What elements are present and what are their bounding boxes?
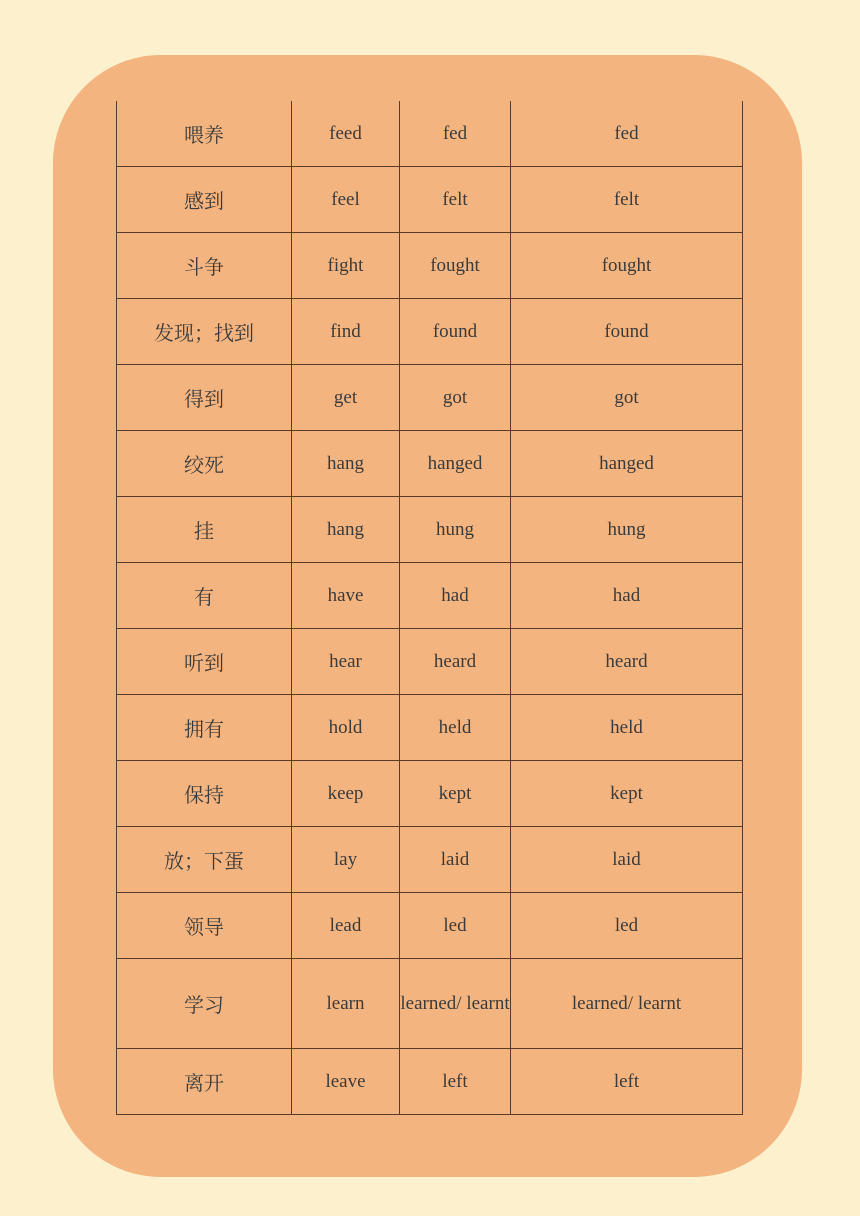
table-row — [117, 761, 743, 827]
base-form-cell: hang — [292, 431, 400, 497]
base-form-cell: fight — [292, 233, 400, 299]
table-row — [117, 629, 743, 695]
past-tense-cell: left — [400, 1049, 511, 1115]
base-form-cell: find — [292, 299, 400, 365]
past-participle-cell: held — [511, 695, 743, 761]
past-participle-cell: had — [511, 563, 743, 629]
past-participle-cell: laid — [511, 827, 743, 893]
past-participle-cell: hanged — [511, 431, 743, 497]
table-row — [117, 695, 743, 761]
past-tense-cell: held — [400, 695, 511, 761]
past-participle-cell: left — [511, 1049, 743, 1115]
table-row — [117, 1049, 743, 1115]
table-row — [117, 959, 743, 1049]
past-participle-cell: led — [511, 893, 743, 959]
base-form-cell: feed — [292, 101, 400, 167]
base-form-cell: have — [292, 563, 400, 629]
past-tense-cell: felt — [400, 167, 511, 233]
chinese-meaning-cell: 挂 — [117, 497, 292, 563]
past-tense-cell: laid — [400, 827, 511, 893]
past-participle-cell: heard — [511, 629, 743, 695]
past-tense-cell: found — [400, 299, 511, 365]
chinese-meaning-cell: 发现；找到 — [117, 299, 292, 365]
chinese-meaning-cell: 保持 — [117, 761, 292, 827]
base-form-cell: get — [292, 365, 400, 431]
table-row — [117, 827, 743, 893]
past-participle-cell: found — [511, 299, 743, 365]
past-tense-cell: hung — [400, 497, 511, 563]
chinese-meaning-cell: 感到 — [117, 167, 292, 233]
irregular-verb-table — [116, 101, 743, 1115]
past-tense-cell: heard — [400, 629, 511, 695]
base-form-cell: hang — [292, 497, 400, 563]
chinese-meaning-cell: 有 — [117, 563, 292, 629]
past-participle-cell: kept — [511, 761, 743, 827]
chinese-meaning-cell: 学习 — [117, 959, 292, 1049]
table-row — [117, 233, 743, 299]
table-row — [117, 431, 743, 497]
past-participle-cell: got — [511, 365, 743, 431]
table-row — [117, 563, 743, 629]
past-participle-cell: fought — [511, 233, 743, 299]
past-tense-cell: kept — [400, 761, 511, 827]
table-row — [117, 893, 743, 959]
past-participle-cell: learned/ learnt — [511, 959, 743, 1049]
base-form-cell: hold — [292, 695, 400, 761]
base-form-cell: learn — [292, 959, 400, 1049]
chinese-meaning-cell: 听到 — [117, 629, 292, 695]
base-form-cell: feel — [292, 167, 400, 233]
chinese-meaning-cell: 领导 — [117, 893, 292, 959]
base-form-cell: lay — [292, 827, 400, 893]
past-tense-cell: led — [400, 893, 511, 959]
base-form-cell: leave — [292, 1049, 400, 1115]
past-tense-cell: fed — [400, 101, 511, 167]
chinese-meaning-cell: 斗争 — [117, 233, 292, 299]
chinese-meaning-cell: 绞死 — [117, 431, 292, 497]
past-tense-cell: hanged — [400, 431, 511, 497]
past-tense-cell: fought — [400, 233, 511, 299]
chinese-meaning-cell: 拥有 — [117, 695, 292, 761]
past-tense-cell: learned/ learnt — [400, 959, 511, 1049]
base-form-cell: lead — [292, 893, 400, 959]
chinese-meaning-cell: 得到 — [117, 365, 292, 431]
past-tense-cell: got — [400, 365, 511, 431]
past-participle-cell: felt — [511, 167, 743, 233]
table-row — [117, 365, 743, 431]
chinese-meaning-cell: 放；下蛋 — [117, 827, 292, 893]
chinese-meaning-cell: 喂养 — [117, 101, 292, 167]
base-form-cell: keep — [292, 761, 400, 827]
past-participle-cell: hung — [511, 497, 743, 563]
past-tense-cell: had — [400, 563, 511, 629]
table-row — [117, 167, 743, 233]
base-form-cell: hear — [292, 629, 400, 695]
table-row — [117, 299, 743, 365]
past-participle-cell: fed — [511, 101, 743, 167]
chinese-meaning-cell: 离开 — [117, 1049, 292, 1115]
table-row — [117, 497, 743, 563]
table-row — [117, 101, 743, 167]
